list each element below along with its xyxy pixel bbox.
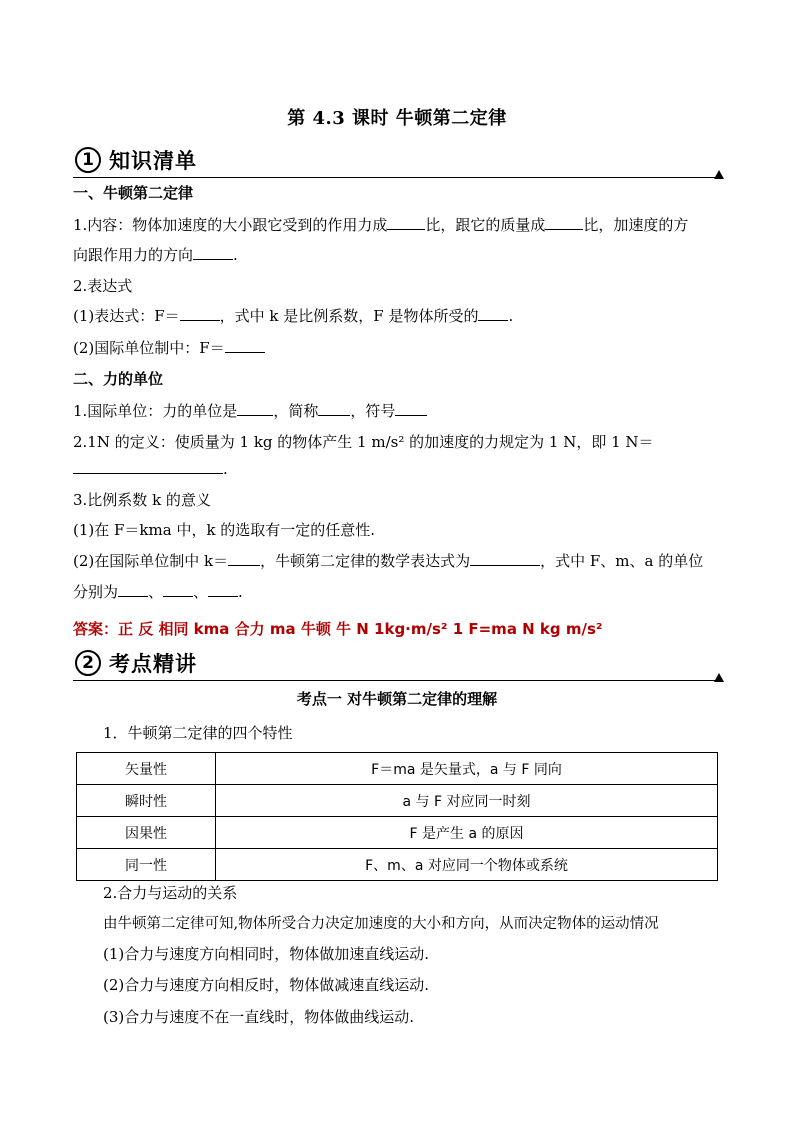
section-label: 考点精讲 (109, 652, 197, 676)
part1-expression-heading: 2.表达式 (73, 277, 133, 295)
part2-k-line2: (2)在国际单位制中 k＝ ，牛顿第二定律的数学表达式为 ，式中 F、m、a 的单位 (73, 552, 704, 570)
section-header-knowledge (73, 143, 722, 178)
part2-definition-blank: . (73, 459, 228, 478)
point1-subheading: 1．牛顿第二定律的四个特性 (103, 724, 293, 742)
part1-expression-line: (1)表达式：F＝ ，式中 k 是比例系数，F 是物体所受的 . (73, 307, 514, 325)
section-header-points (73, 646, 722, 681)
page-title: 第 4.3 课时 牛顿第二定律 (287, 108, 507, 129)
table-row (77, 817, 718, 849)
answer-line: 答案：正 反 相同 kma 合力 ma 牛顿 牛 N 1kg·m/s² 1 F=ma N kg m/s² (73, 620, 603, 638)
relation-text: 由牛顿第二定律可知,物体所受合力决定加速度的大小和方向，从而决定物体的运动情况 (103, 916, 659, 932)
section-number-badge: 1 (75, 147, 101, 173)
part2-k-line1: (1)在 F＝kma 中，k 的选取有一定的任意性. (73, 521, 376, 539)
part1-si-line: (2)国际单位制中：F＝ (73, 337, 265, 358)
section-number-badge: 2 (75, 650, 101, 676)
triangle-marker-icon (714, 673, 724, 682)
properties-table (76, 752, 718, 881)
table-row (77, 849, 718, 881)
point1-heading: 考点一 对牛顿第二定律的理解 (296, 690, 498, 708)
table-cell-key: 同一性 (77, 849, 216, 881)
part2-heading: 二、力的单位 (73, 370, 164, 388)
part1-content-line1: 1.内容：物体加速度的大小跟它受到的作用力成 比，跟它的质量成 比，加速度的方 (73, 216, 689, 234)
table-cell-key: 因果性 (77, 817, 216, 849)
relation-item-3: (3)合力与速度不在一直线时，物体做曲线运动. (103, 1008, 415, 1026)
part1-heading: 一、牛顿第二定律 (73, 184, 194, 202)
part2-definition-line: 2.1N 的定义：使质量为 1 kg 的物体产生 1 m/s² 的加速度的力规定为 1 N，即 1 N＝ (73, 433, 654, 451)
triangle-marker-icon (714, 170, 724, 179)
table-row (77, 753, 718, 785)
table-cell-value: F、m、a 对应同一个物体或系统 (216, 849, 718, 881)
table-cell-key: 瞬时性 (77, 785, 216, 817)
table-cell-value: a 与 F 对应同一时刻 (216, 785, 718, 817)
part2-k-heading: 3.比例系数 k 的意义 (73, 491, 211, 509)
relation-item-1: (1)合力与速度方向相同时，物体做加速直线运动. (103, 945, 430, 963)
table-cell-value: F＝ma 是矢量式，a 与 F 同向 (216, 753, 718, 785)
table-row (77, 785, 718, 817)
table-cell-value: F 是产生 a 的原因 (216, 817, 718, 849)
part2-k-line3: 分别为 、 、 . (73, 583, 243, 601)
part2-unit-line: 1.国际单位：力的单位是 ，简称 ，符号 (73, 400, 427, 421)
table-cell-key: 矢量性 (77, 753, 216, 785)
section-label: 知识清单 (109, 149, 197, 173)
relation-heading: 2.合力与运动的关系 (103, 884, 238, 902)
part1-content-line2: 向跟作用力的方向 . (73, 246, 238, 264)
relation-item-2: (2)合力与速度方向相反时，物体做减速直线运动. (103, 976, 430, 994)
